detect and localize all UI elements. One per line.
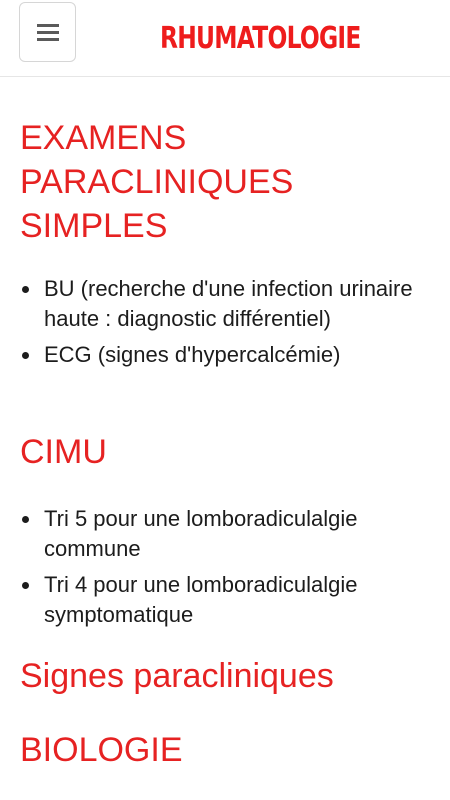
list-item-text: ECG (signes d'hypercalcémie) [44,342,341,367]
bullet-icon [22,286,29,293]
list-item [20,504,430,564]
list-item [20,340,430,370]
bullet-icon [22,352,29,359]
section-cimu [20,430,430,636]
list-item-text: Tri 4 pour une lomboradiculalgie symptomatique [44,572,358,627]
section-heading: EXAMENS PARACLINIQUES SIMPLES [20,119,294,245]
bullet-icon [22,582,29,589]
app-header [0,0,450,77]
list-item [20,570,430,630]
list-item-text: BU (recherche d'une infection urinaire haute : diagnostic différentiel) [44,276,413,331]
list-item [20,274,430,334]
section-biologie [20,728,430,772]
menu-button[interactable] [19,2,76,62]
list-item-text: Tri 5 pour une lomboradiculalgie commune [44,506,358,561]
section-list [20,504,430,630]
section-list [20,274,430,370]
section-examens-paracliniques [20,116,430,376]
section-heading: BIOLOGIE [20,731,183,769]
section-heading: CIMU [20,433,107,471]
bullet-icon [22,516,29,523]
brand-logo[interactable]: RHUMATOLOGIE [160,21,361,56]
section-signes-paracliniques [20,654,430,698]
hamburger-menu-icon [37,23,59,41]
section-heading: Signes paracliniques [20,657,334,695]
